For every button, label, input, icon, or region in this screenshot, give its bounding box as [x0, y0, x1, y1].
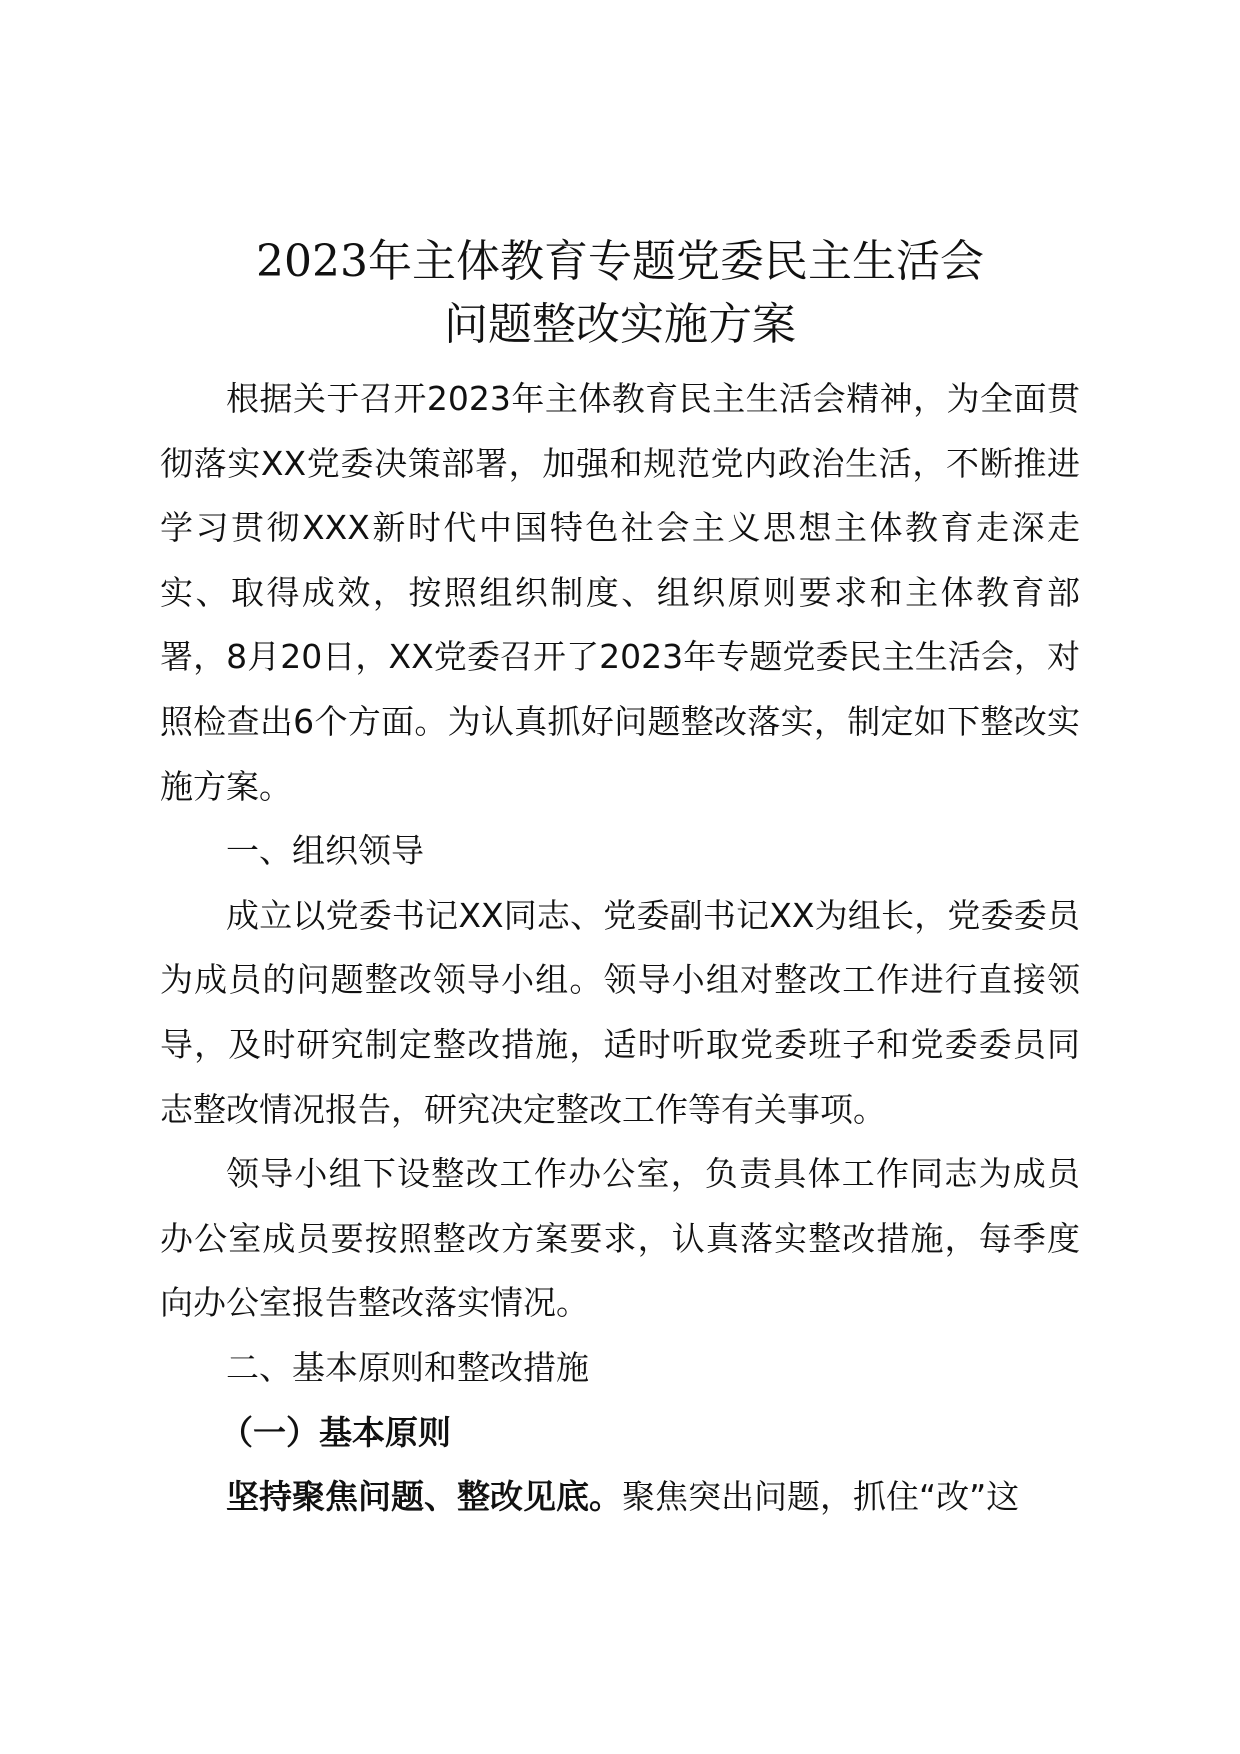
section1-paragraph2: 领导小组下设整改工作办公室，负责具体工作同志为成员办公室成员要按照整改方案要求，认真落实整改措施，每季度向办公室报告整改落实情况。	[160, 1154, 1080, 1323]
document-title-line1: 2023年主体教育专题党委民主生活会	[256, 236, 984, 287]
document-body	[160, 367, 1080, 1530]
section2-heading: 二、基本原则和整改措施	[226, 1347, 589, 1387]
principle-title: 坚持聚焦问题、整改见底。	[226, 1477, 622, 1517]
document-title-line2: 问题整改实施方案	[444, 299, 796, 350]
section1-heading: 一、组织领导	[226, 831, 424, 871]
section1-paragraph1: 成立以党委书记XX同志、党委副书记XX为组长，党委委员为成员的问题整改领导小组。领导小组对整改工作进行直接领导，及时研究制定整改措施，适时听取党委班子和党委委员同志整改情况报告，研究决定整改工作等有关事项。	[160, 895, 1080, 1129]
principle-text: 聚焦突出问题，抓住“改”这	[622, 1477, 1020, 1517]
section2-subheading: （一）基本原则	[220, 1412, 451, 1452]
principle-paragraph	[160, 1465, 1080, 1530]
intro-paragraph: 根据关于召开2023年主体教育民主生活会精神，为全面贯彻落实XX党委决策部署，加强和规范党内政治生活，不断推进学习贯彻XXX新时代中国特色社会主义思想主体教育走深走实、取得成效，按照组织制度、组织原则要求和主体教育部署，8月20日，XX党委召开了2023年专题党委民主生活会，对照检查出6个方面。为认真抓好问题整改落实，制定如下整改实施方案。	[160, 379, 1080, 806]
